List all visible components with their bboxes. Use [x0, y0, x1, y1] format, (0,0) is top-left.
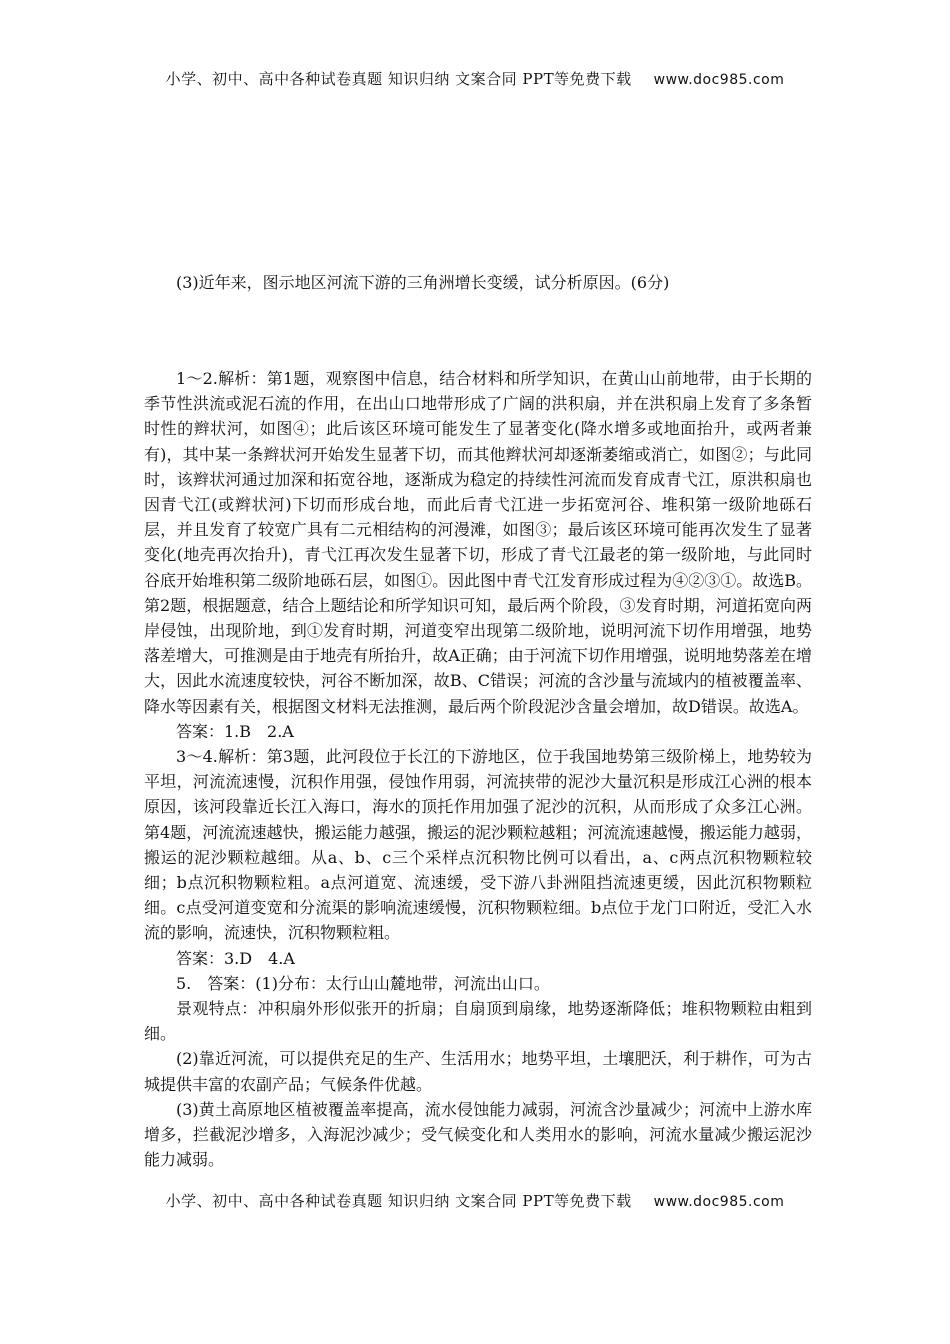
answer-3-4: 答案：3.D 4.A — [176, 948, 295, 968]
answer-5-part-3: (3)黄土高原地区植被覆盖率提高，流水侵蚀能力减弱，河流含沙量减少；河流中上游水库增多，拦截泥沙增多，入海泥沙减少；受气候变化和人类用水的影响，河流水量减少搬运泥沙能力减弱。 — [144, 1099, 812, 1170]
footer-url: www.doc985.com — [653, 1194, 785, 1210]
page-header — [0, 68, 950, 89]
answer-1-2: 答案：1.B 2.A — [176, 721, 294, 741]
header-url: www.doc985.com — [653, 72, 785, 88]
answer-5-part-1: 5. 答案：(1)分布：太行山山麓地带，河流出山口。 — [176, 973, 550, 993]
question-3: (3)近年来，图示地区河流下游的三角洲增长变缓，试分析原因。(6分) — [176, 273, 670, 292]
page-footer — [0, 1190, 950, 1211]
answer-5-part-2: (2)靠近河流，可以提供充足的生产、生活用水；地势平坦，土壤肥沃，利于耕作，可为古城提供丰富的农副产品；气候条件优越。 — [144, 1049, 812, 1094]
header-slogan: 小学、初中、高中各种试卷真题 知识归纳 文案合同 PPT等免费下载 — [165, 70, 632, 88]
answer-5-landscape: 景观特点：冲积扇外形似张开的折扇；自扇顶到扇缘，地势逐渐降低；堆积物颗粒由粗到细。 — [144, 999, 812, 1044]
analysis-3-4: 3～4.解析：第3题，此河段位于长江的下游地区，位于我国地势第三级阶梯上，地势较为平坦，河流流速慢，沉积作用强，侵蚀作用弱，河流挟带的泥沙大量沉积是形成江心洲的根本原因，该河段靠近长江入海口，海水的顶托作用加强了泥沙的沉积，从而形成了众多江心洲。第4题，河流流速越快，搬运能力越强，搬运的泥沙颗粒越粗；河流流速越慢，搬运能力越弱，搬运的泥沙颗粒越细。从a、b、c三个采样点沉积物比例可以看出，a、c两点沉积物颗粒较细；b点沉积物颗粒粗。a点河道宽、流速缓，受下游八卦洲阻挡流速更缓，因此沉积物颗粒细。c点受河道变宽和分流渠的影响流速缓慢，沉积物颗粒细。b点位于龙门口附近，受汇入水流的影响，流速快，沉积物颗粒粗。 — [144, 747, 812, 943]
answer-section — [144, 366, 812, 1173]
analysis-1-2: 1～2.解析：第1题，观察图中信息，结合材料和所学知识，在黄山山前地带，由于长期的季节性洪流或泥石流的作用，在出山口地带形成了广阔的洪积扇，并在洪积扇上发育了多条暂时性的辫状河，如图④；此后该区环境可能发生了显著变化(降水增多或地面抬升，或两者兼有)，其中某一条辫状河开始发生显著下切，而其他辫状河却逐渐萎缩或消亡，如图②；与此同时，该辫状河通过加深和拓宽谷地，逐渐成为稳定的持续性河流而发育成青弋江，原洪积扇也因青弋江(或辫状河)下切而形成台地，而此后青弋江进一步拓宽河谷、堆积第一级阶地砾石层，并且发育了较宽广具有二元相结构的河漫滩，如图③；最后该区环境可能再次发生了显著变化(地壳再次抬升)，青弋江再次发生显著下切，形成了青弋江最老的第一级阶地，与此同时谷底开始堆积第二级阶地砾石层，如图①。因此图中青弋江发育形成过程为④②③①。故选B。第2题，根据题意，结合上题结论和所学知识可知，最后两个阶段，③发育时期，河道拓宽向两岸侵蚀，出现阶地，到①发育时期，河道变窄出现第二级阶地，说明河流下切作用增强，地势落差增大，可推测是由于地壳有所抬升，故A正确；由于河流下切作用增强，说明地势落差在增大，因此水流速度较快，河谷不断加深，故B、C错误；河流的含沙量与流域内的植被覆盖率、降水等因素有关，根据图文材料无法推测，最后两个阶段泥沙含量会增加，故D错误。故选A。 — [144, 369, 812, 716]
footer-slogan: 小学、初中、高中各种试卷真题 知识归纳 文案合同 PPT等免费下载 — [165, 1192, 632, 1210]
